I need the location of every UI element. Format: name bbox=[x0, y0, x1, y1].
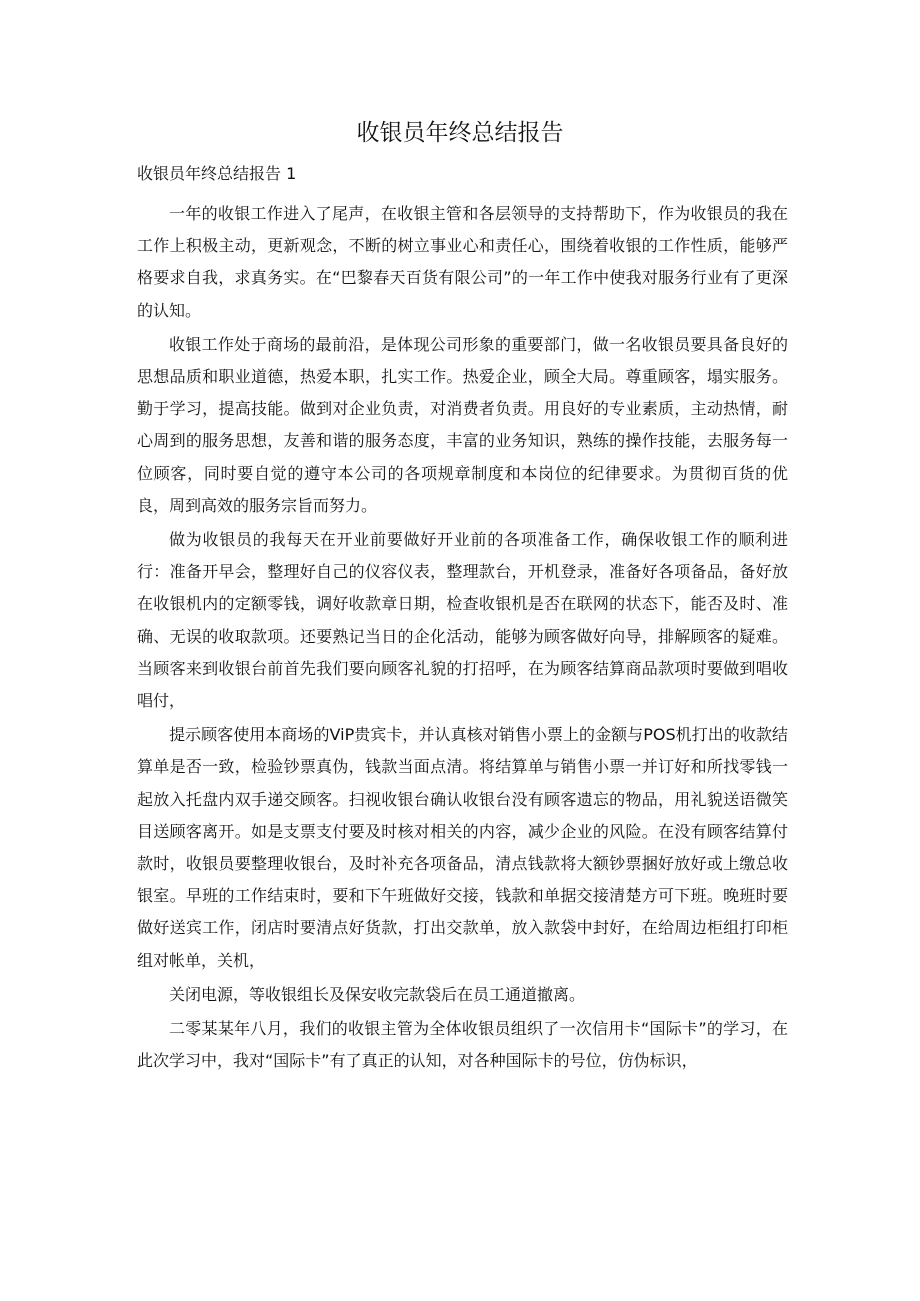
paragraph-3: 做为收银员的我每天在开业前要做好开业前的各项准备工作，确保收银工作的顺利进行：准备开早会，整理好自己的仪容仪表，整理款台，开机登录，准备好各项备品，备好放在收银机内的定额零钱，调好收款章日期，检查收银机是否在联网的状态下，能否及时、准确、无误的收取款项。还要熟记当日的企化活动，能够为顾客做好向导，排解顾客的疑难。当顾客来到收银台前首先我们要向顾客礼貌的打招呼，在为顾客结算商品款项时要做到唱收唱付， bbox=[137, 530, 788, 711]
document-body bbox=[137, 198, 788, 1077]
document-title: 收银员年终总结报告 bbox=[356, 120, 564, 146]
paragraph-1: 一年的收银工作进入了尾声，在收银主管和各层领导的支持帮助下，作为收银员的我在工作上积极主动，更新观念，不断的树立事业心和责任心，围绕着收银的工作性质，能够严格要求自我，求真务实。在“巴黎春天百货有限公司”的一年工作中使我对服务行业有了更深的认知。 bbox=[137, 204, 788, 320]
paragraph-4: 提示顾客使用本商场的ViP贵宾卡，并认真核对销售小票上的金额与POS机打出的收款结算单是否一致，检验钞票真伪，钱款当面点清。将结算单与销售小票一并订好和所找零钱一起放入托盘内双手递交顾客。扫视收银台确认收银台没有顾客遗忘的物品，用礼貌送语微笑目送顾客离开。如是支票支付要及时核对相关的内容，减少企业的风险。在没有顾客结算付款时，收银员要整理收银台，及时补充各项备品，清点钱款将大额钞票捆好放好或上缴总收银室。早班的工作结束时，要和下午班做好交接，钱款和单据交接清楚方可下班。晚班时要做好送宾工作，闭店时要清点好货款，打出交款单，放入款袋中封好，在给周边柜组打印柜组对帐单，关机， bbox=[137, 725, 788, 970]
paragraph-5: 关闭电源，等收银组长及保安收完款袋后在员工通道撤离。 bbox=[169, 984, 586, 1004]
section-heading: 收银员年终总结报告 1 bbox=[137, 164, 297, 183]
paragraph-6: 二零某某年八月，我们的收银主管为全体收银员组织了一次信用卡“国际卡”的学习，在此次学习中，我对“国际卡”有了真正的认知，对各种国际卡的号位，仿伪标识， bbox=[137, 1019, 788, 1071]
paragraph-2: 收银工作处于商场的最前沿，是体现公司形象的重要部门，做一名收银员要具备良好的思想品质和职业道德，热爱本职，扎实工作。热爱企业，顾全大局。尊重顾客，塌实服务。勤于学习，提高技能。做到对企业负责，对消费者负责。用良好的专业素质，主动热情，耐心周到的服务思想，友善和谐的服务态度，丰富的业务知识，熟练的操作技能，去服务每一位顾客，同时要自觉的遵守本公司的各项规章制度和本岗位的纪律要求。为贯彻百货的优良，周到高效的服务宗旨而努力。 bbox=[137, 334, 788, 515]
